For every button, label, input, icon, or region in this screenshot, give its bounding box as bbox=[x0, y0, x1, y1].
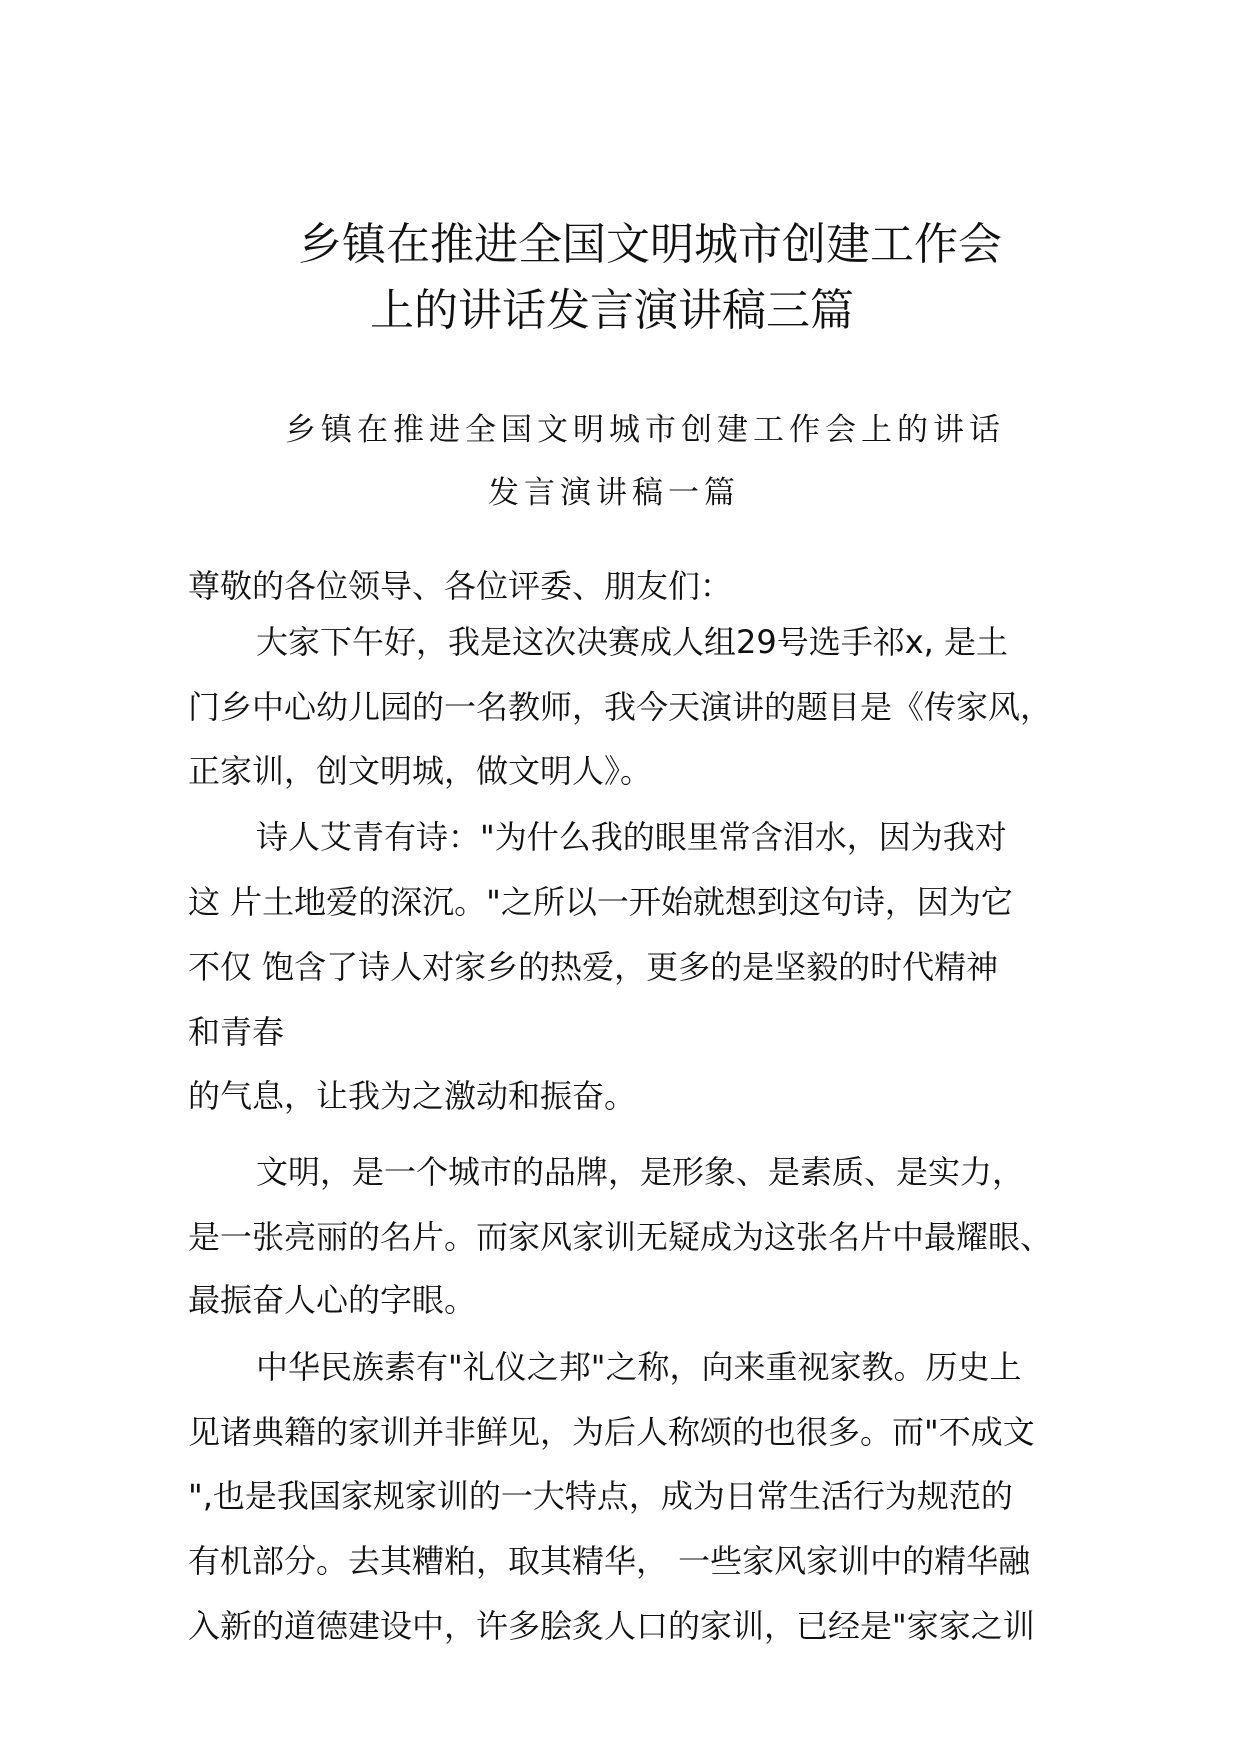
body-line: 门乡中心幼儿园的一名教师，我今天演讲的题目是《传家风， bbox=[188, 688, 1053, 726]
body-line: 诗人艾青有诗："为什么我的眼里常含泪水，因为我对 bbox=[256, 818, 1007, 856]
body-line: 入新的道德建设中，许多脍炙人口的家训，已经是"家家之训 bbox=[188, 1607, 1035, 1645]
body-line: 有机部分。去其糟粕，取其精华， 一些家风家训中的精华融 bbox=[188, 1542, 1031, 1580]
body-line: 不仅 饱含了诗人对家乡的热爱，更多的是坚毅的时代精神 bbox=[188, 948, 999, 986]
body-line: 最振奋人心的字眼。 bbox=[188, 1281, 477, 1319]
body-line: 这 片土地爱的深沉。"之所以一开始就想到这句诗，因为它 bbox=[188, 883, 1013, 921]
body-line: 的气息，让我为之激动和振奋。 bbox=[188, 1077, 637, 1115]
body-line: 中华民族素有"礼仪之邦"之称，向来重视家教。历史上 bbox=[256, 1348, 1022, 1386]
section-heading-line-1: 乡镇在推进全国文明城市创建工作会上的讲话 bbox=[285, 412, 1005, 448]
body-line: 正家训，创文明城，做文明人》。 bbox=[188, 752, 653, 790]
body-line: 大家下午好，我是这次决赛成人组29号选手祁x, 是土 bbox=[256, 623, 1009, 661]
section-heading-line-2: 发言演讲稿一篇 bbox=[488, 475, 740, 511]
body-line: 是一张亮丽的名片。而家风家训无疑成为这张名片中最耀眼、 bbox=[188, 1218, 1053, 1256]
document-title-line-1: 乡镇在推进全国文明城市创建工作会 bbox=[298, 219, 1002, 270]
salutation-line: 尊敬的各位领导、各位评委、朋友们： bbox=[188, 567, 733, 605]
body-line: ",也是我国家规家训的一大特点，成为日常生活行为规范的 bbox=[188, 1477, 1013, 1515]
body-line: 见诸典籍的家训并非鲜见，为后人称颂的也很多。而"不成文 bbox=[188, 1413, 1035, 1451]
body-line: 文明，是一个城市的品牌，是形象、是素质、是实力， bbox=[256, 1153, 1025, 1191]
document-title-line-2: 上的讲话发言演讲稿三篇 bbox=[370, 285, 854, 336]
body-line: 和青春 bbox=[188, 1013, 285, 1051]
